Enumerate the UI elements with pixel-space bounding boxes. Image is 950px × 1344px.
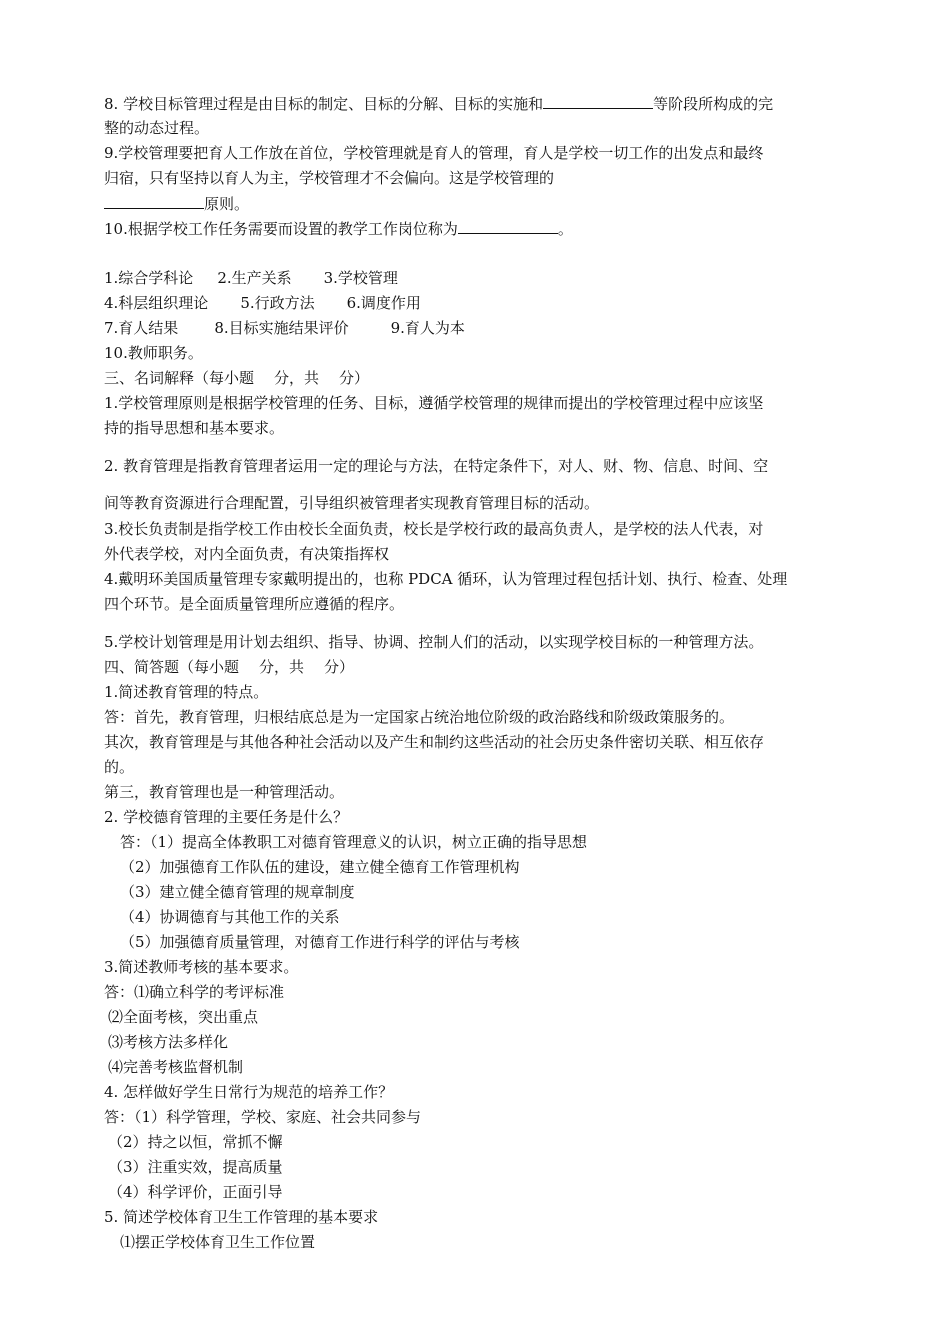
short-q3-answer-1: 答：⑴确立科学的考评标准 xyxy=(104,983,285,1001)
question-10-text: 10.根据学校工作任务需要而设置的教学工作岗位称为 xyxy=(104,220,458,238)
answer-item: 1.综合学科论 xyxy=(104,269,194,287)
short-q2-answer-4: （4）协调德育与其他工作的关系 xyxy=(120,908,340,926)
short-q4: 4. 怎样做好学生日常行为规范的培养工作？ xyxy=(104,1083,394,1101)
short-q3: 3.简述教师考核的基本要求。 xyxy=(104,958,299,976)
answer-item: 3.学校管理 xyxy=(323,269,398,287)
question-10 xyxy=(104,219,573,237)
short-q2-answer-5: （5）加强德育质量管理，对德育工作进行科学的评估与考核 xyxy=(120,933,520,951)
short-q4-answer-1: 答：（1）科学管理，学校、家庭、社会共同参与 xyxy=(104,1108,422,1126)
short-q2: 2. 学校德育管理的主要任务是什么？ xyxy=(104,808,349,826)
short-q1-answer-3: 第三，教育管理也是一种管理活动。 xyxy=(104,783,345,801)
answer-item: 2.生产关系 xyxy=(217,269,292,287)
section-3-heading-c: 分） xyxy=(339,369,370,387)
short-q2-answer-3: （3）建立健全德育管理的规章制度 xyxy=(120,883,355,901)
section-4-heading-a: 四、简答题（每小题 xyxy=(104,658,240,676)
short-q3-answer-3: ⑶考核方法多样化 xyxy=(108,1033,229,1051)
section-3-heading-b: 分，共 xyxy=(274,369,320,387)
section-4-heading-b: 分，共 xyxy=(259,658,305,676)
term-1-line1: 1.学校管理原则是根据学校管理的任务、目标，遵循学校管理的规律而提出的学校管理过程中应该坚 xyxy=(104,394,764,412)
term-3-line1: 3.校长负责制是指学校工作由校长全面负责，校长是学校行政的最高负责人，是学校的法人代表，对 xyxy=(104,520,764,538)
term-2-line1: 2. 教育管理是指教育管理者运用一定的理论与方法，在特定条件下，对人、财、物、信息、时间、空 xyxy=(104,457,769,475)
answer-blank xyxy=(543,94,653,109)
term-1-line2: 持的指导思想和基本要求。 xyxy=(104,419,285,437)
short-q5-answer-1: ⑴摆正学校体育卫生工作位置 xyxy=(120,1233,316,1251)
question-9-line2: 归宿，只有坚持以育人为主，学校管理才不会偏向。这是学校管理的 xyxy=(104,169,555,187)
answers-row-4: 10.教师职务。 xyxy=(104,344,203,362)
question-8-line2: 整的动态过程。 xyxy=(104,119,210,137)
short-q1: 1.简述教育管理的特点。 xyxy=(104,683,269,701)
question-8-text-after: 等阶段所构成的完 xyxy=(653,95,774,113)
question-9-line3 xyxy=(104,194,249,212)
answers-row-1 xyxy=(104,269,398,287)
section-4-heading xyxy=(104,658,354,676)
question-9-line1: 9.学校管理要把育人工作放在首位，学校管理就是育人的管理，育人是学校一切工作的出发点和最终 xyxy=(104,144,764,162)
question-10-text-after: 。 xyxy=(557,220,573,238)
term-4-line2: 四个环节。是全面质量管理所应遵循的程序。 xyxy=(104,595,405,613)
short-q1-answer-2-line1: 其次，教育管理是与其他各种社会活动以及产生和制约这些活动的社会历史条件密切关联、相互依存 xyxy=(104,733,765,751)
answer-item: 9.育人为本 xyxy=(390,319,465,337)
answer-blank xyxy=(104,194,204,209)
short-q1-answer-1: 答：首先，教育管理，归根结底总是为一定国家占统治地位阶级的政治路线和阶级政策服务的。 xyxy=(104,708,735,726)
short-q5: 5. 简述学校体育卫生工作管理的基本要求 xyxy=(104,1208,379,1226)
question-8-text: 8. 学校目标管理过程是由目标的制定、目标的分解、目标的实施和 xyxy=(104,95,544,113)
short-q3-answer-2: ⑵全面考核，突出重点 xyxy=(108,1008,259,1026)
term-5-line1: 5.学校计划管理是用计划去组织、指导、协调、控制人们的活动，以实现学校目标的一种管理方法。 xyxy=(104,633,764,651)
answer-item: 8.目标实施结果评价 xyxy=(214,319,349,337)
short-q4-answer-3: （3）注重实效，提高质量 xyxy=(108,1158,283,1176)
question-9-text-after: 原则。 xyxy=(204,195,250,213)
answer-item: 7.育人结果 xyxy=(104,319,179,337)
section-4-heading-c: 分） xyxy=(324,658,355,676)
short-q1-answer-2-line2: 的。 xyxy=(104,758,135,776)
question-8-line1 xyxy=(104,94,773,112)
answers-row-2 xyxy=(104,294,421,312)
short-q4-answer-2: （2）持之以恒，常抓不懈 xyxy=(108,1133,283,1151)
answer-item: 6.调度作用 xyxy=(346,294,421,312)
answer-item: 5.行政方法 xyxy=(240,294,315,312)
answer-blank xyxy=(458,219,558,234)
short-q2-answer-2: （2）加强德育工作队伍的建设，建立健全德育工作管理机构 xyxy=(120,858,520,876)
short-q3-answer-4: ⑷完善考核监督机制 xyxy=(108,1058,244,1076)
short-q4-answer-4: （4）科学评价，正面引导 xyxy=(108,1183,283,1201)
section-3-heading xyxy=(104,369,369,387)
answer-item: 4.科层组织理论 xyxy=(104,294,209,312)
term-4-line1: 4.戴明环美国质量管理专家戴明提出的，也称 PDCA 循环，认为管理过程包括计划、执行、检查、处理 xyxy=(104,570,788,588)
section-3-heading-a: 三、名词解释（每小题 xyxy=(104,369,255,387)
term-2-line2: 间等教育资源进行合理配置，引导组织被管理者实现教育管理目标的活动。 xyxy=(104,494,600,512)
term-3-line2: 外代表学校，对内全面负责，有决策指挥权 xyxy=(104,545,390,563)
answers-row-3 xyxy=(104,319,465,337)
short-q2-answer-1: 答：（1）提高全体教职工对德育管理意义的认识，树立正确的指导思想 xyxy=(120,833,588,851)
